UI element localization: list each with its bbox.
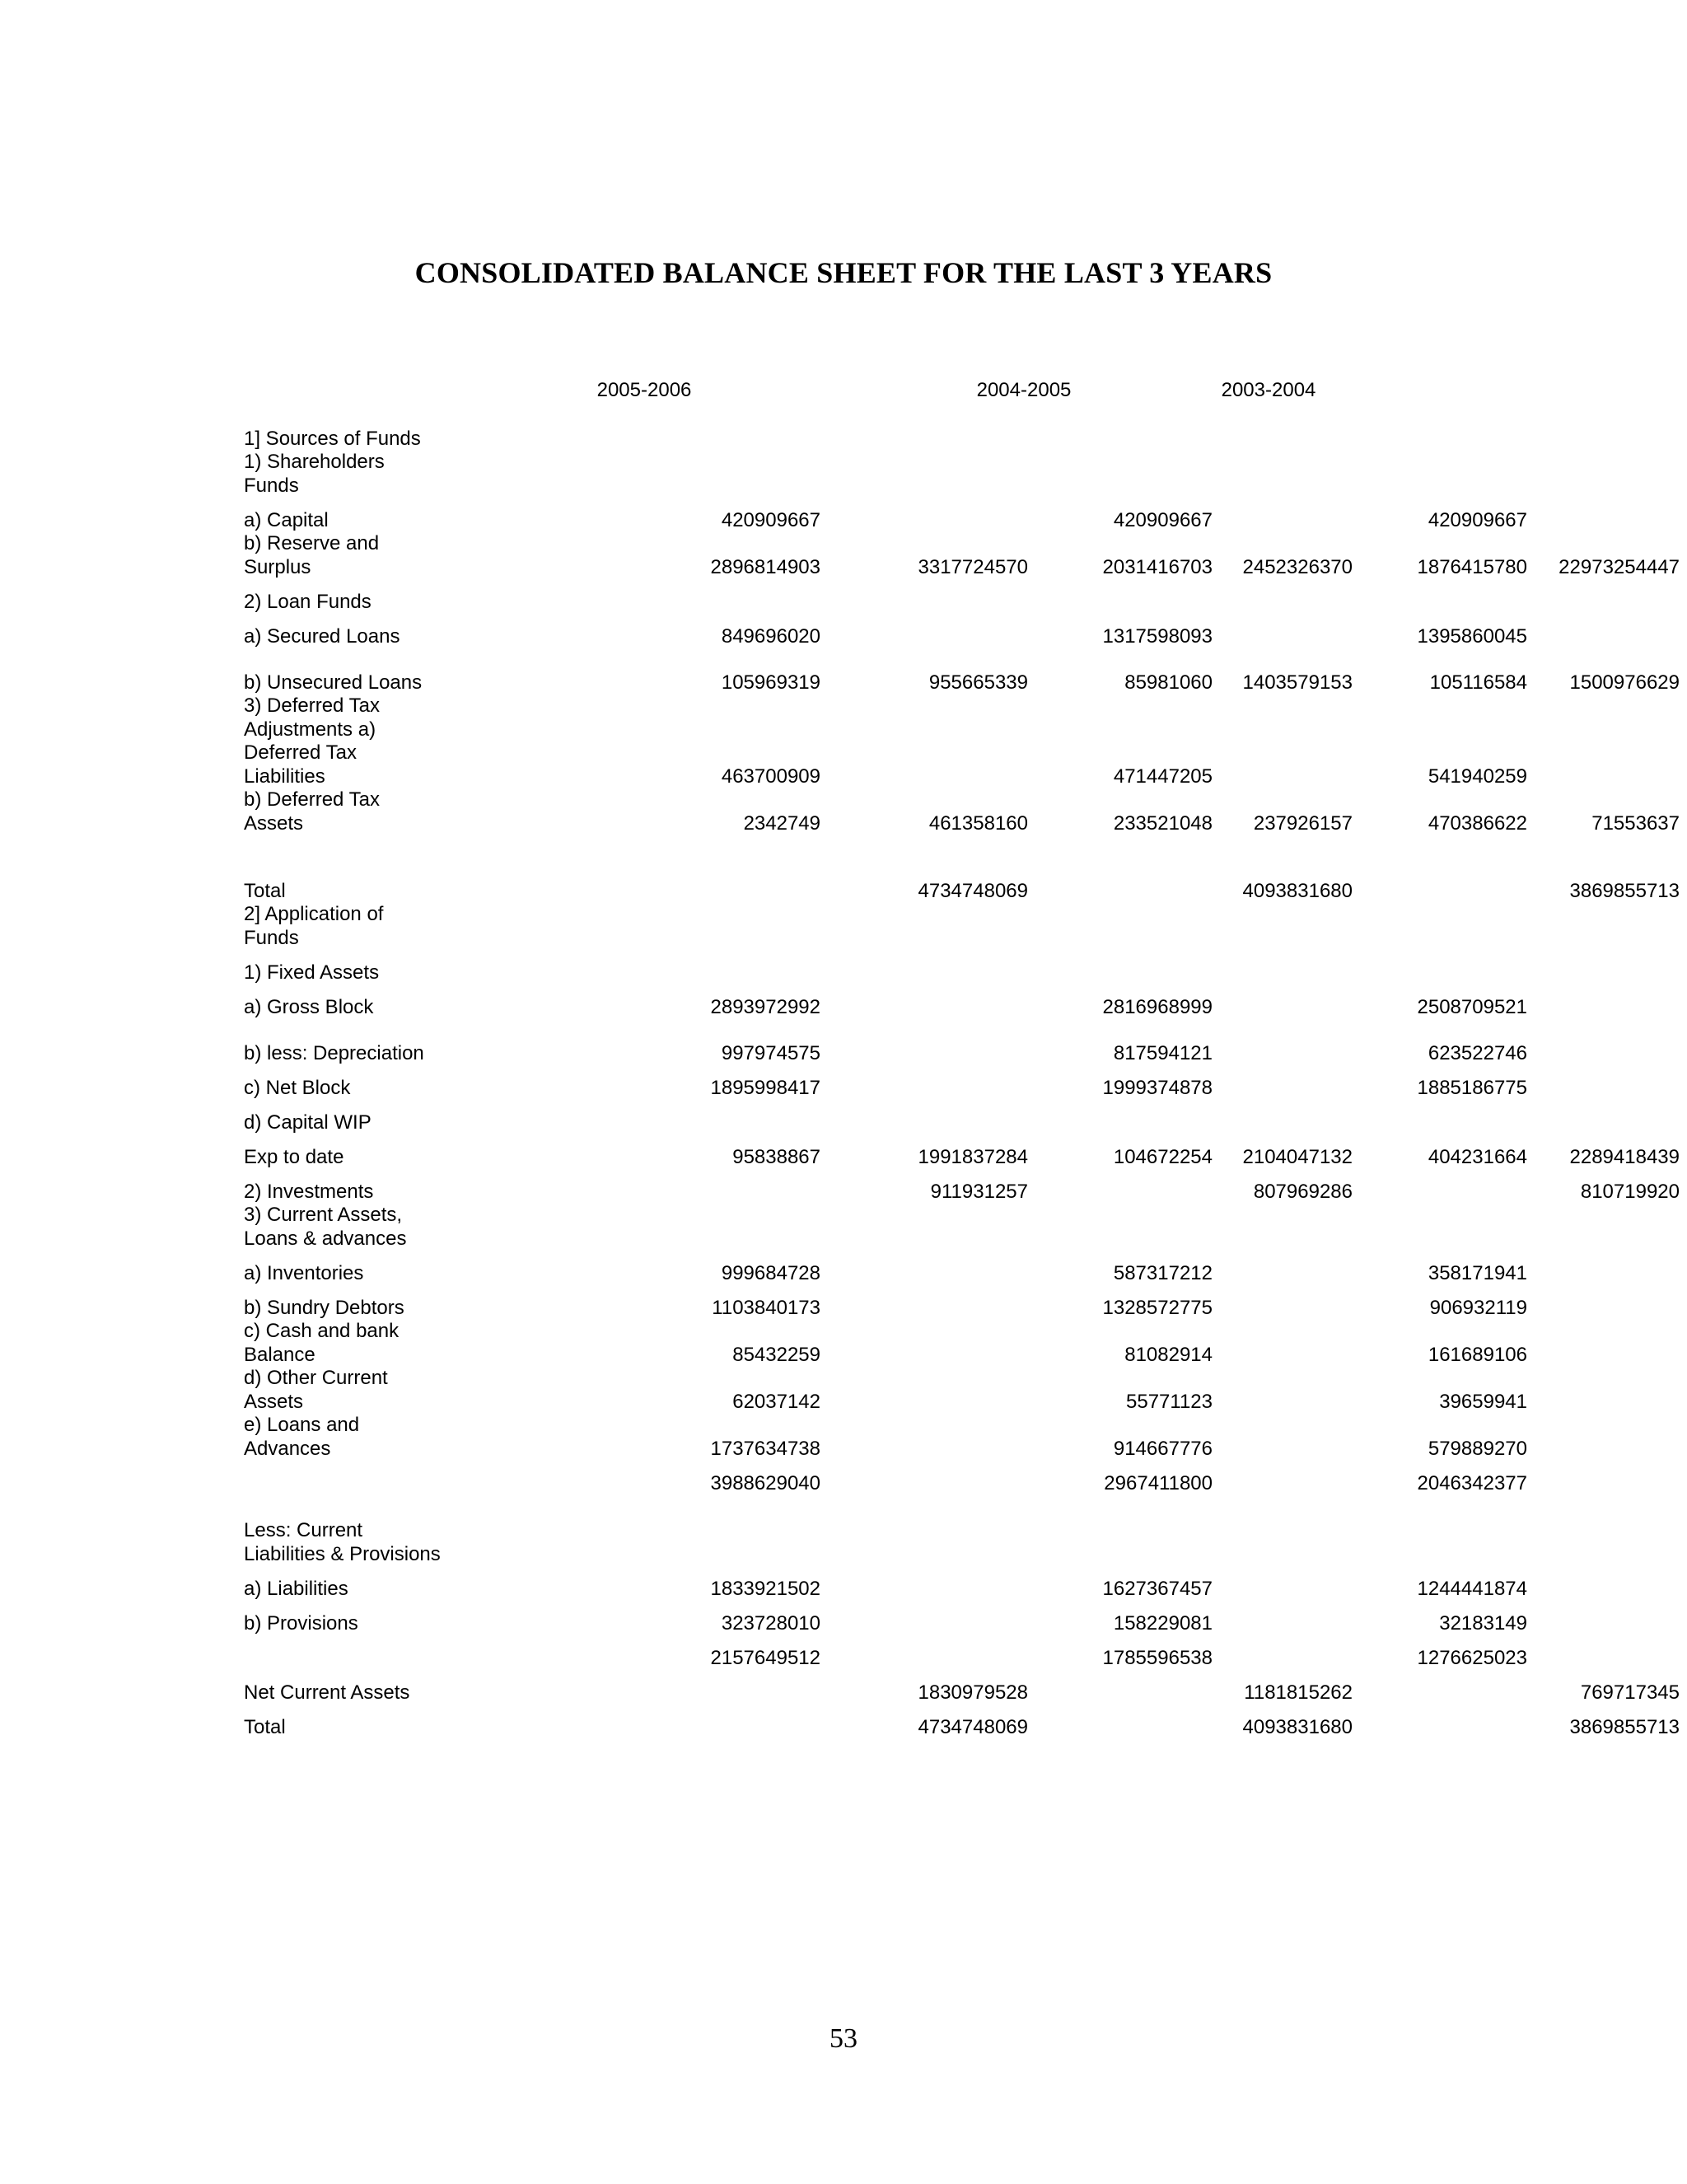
row-value: [442, 1495, 820, 1566]
row-value: [820, 984, 1028, 1019]
row-value: 2289418439: [1569, 1145, 1680, 1168]
row-value: 1785596538: [1102, 1646, 1213, 1669]
row-value: [442, 1204, 820, 1251]
year-2005-2006: 2005-2006: [596, 379, 692, 401]
row-value: [442, 579, 820, 614]
row-value: [820, 1601, 1028, 1635]
row-value: 4093831680: [1242, 1715, 1353, 1738]
row-value: [820, 1251, 1028, 1285]
row-value: [820, 1461, 1028, 1495]
row-value: [820, 1100, 1028, 1134]
row-value: [1213, 614, 1353, 648]
row-value: 39659941: [1439, 1390, 1527, 1413]
row-value: [442, 903, 820, 950]
row-value: [1353, 950, 1527, 984]
row-value: 623522746: [1428, 1041, 1527, 1064]
row-value: [1213, 1601, 1353, 1635]
row-value: 4734748069: [918, 879, 1028, 902]
row-label: a) Liabilities: [244, 1577, 348, 1600]
page-title: CONSOLIDATED BALANCE SHEET FOR THE LAST 3 YEARS: [414, 256, 1273, 289]
row-value: [1527, 984, 1680, 1019]
row-label: a) Secured Loans: [244, 624, 400, 648]
row-value: [1527, 1204, 1680, 1251]
row-value: [1527, 498, 1680, 532]
row-value: 237926157: [1253, 811, 1353, 835]
row-value: [1213, 1285, 1353, 1320]
row-value: [820, 402, 1028, 498]
table-row: [244, 532, 1680, 579]
row-value: 914667776: [1113, 1437, 1213, 1460]
row-label: e) Loans and Advances: [244, 1414, 360, 1460]
row-label: a) Capital: [244, 508, 329, 531]
row-value: [1028, 903, 1213, 950]
row-value: [820, 1367, 1028, 1414]
row-value: 1737634738: [710, 1437, 820, 1460]
row-label: b) Deferred Tax Assets: [244, 788, 380, 835]
row-label: [244, 1635, 442, 1670]
row-value: 81082914: [1124, 1343, 1213, 1366]
row-label: 2) Loan Funds: [244, 590, 372, 613]
row-value: [1527, 402, 1680, 498]
row-value: [820, 1320, 1028, 1367]
row-value: 2816968999: [1102, 995, 1213, 1018]
row-value: [1213, 1566, 1353, 1601]
row-value: 1181815262: [1244, 1681, 1353, 1704]
table-row: [244, 1065, 1680, 1100]
row-label: Exp to date: [244, 1145, 344, 1168]
row-value: [1353, 903, 1527, 950]
row-value: 22973254447: [1558, 555, 1680, 578]
row-value: 463700909: [721, 765, 820, 788]
row-value: [1527, 1251, 1680, 1285]
row-value: 4093831680: [1242, 879, 1353, 902]
row-value: [1527, 1100, 1680, 1134]
row-value: [1353, 1204, 1527, 1251]
row-value: 158229081: [1113, 1611, 1213, 1634]
row-value: [1527, 1495, 1680, 1566]
row-value: [1028, 1100, 1213, 1134]
row-value: 3869855713: [1569, 879, 1680, 902]
row-value: 471447205: [1113, 765, 1213, 788]
row-label: b) less: Depreciation: [244, 1041, 424, 1064]
row-value: 470386622: [1428, 811, 1527, 835]
row-value: 32183149: [1439, 1611, 1527, 1634]
row-value: [442, 835, 820, 903]
table-row: [244, 835, 1680, 903]
row-value: 62037142: [732, 1390, 820, 1413]
row-value: 1103840173: [712, 1296, 820, 1319]
table-row: [244, 1204, 1680, 1251]
row-value: [1213, 402, 1353, 498]
row-value: 105969319: [721, 671, 820, 694]
row-value: [1353, 402, 1527, 498]
row-value: 997974575: [721, 1041, 820, 1064]
row-label: b) Reserve and Surplus: [244, 532, 380, 578]
row-value: 1999374878: [1102, 1076, 1213, 1099]
table-row: [244, 1134, 1680, 1169]
year-header: [0, 379, 1687, 404]
row-value: 85432259: [732, 1343, 820, 1366]
row-value: 4734748069: [918, 1715, 1028, 1738]
row-value: 3988629040: [710, 1471, 820, 1494]
row-value: [1353, 1495, 1527, 1566]
row-value: 2452326370: [1242, 555, 1353, 578]
row-value: [1028, 950, 1213, 984]
row-label: a) Gross Block: [244, 995, 374, 1018]
row-value: [1028, 402, 1213, 498]
row-value: [1028, 1705, 1213, 1739]
table-row: [244, 1367, 1680, 1414]
row-value: [820, 950, 1028, 984]
row-value: [820, 1495, 1028, 1566]
row-label: 2] Application of Funds: [244, 903, 384, 949]
row-value: 579889270: [1428, 1437, 1527, 1460]
row-value: [1213, 694, 1353, 788]
year-2004-2005: 2004-2005: [976, 379, 1072, 401]
table-row: [244, 950, 1680, 984]
row-value: [820, 1019, 1028, 1065]
row-value: 2508709521: [1417, 995, 1527, 1018]
row-value: 461358160: [928, 811, 1028, 835]
row-label: 3) Current Assets, Loans & advances: [244, 1204, 407, 1250]
table-row: [244, 984, 1680, 1019]
row-value: 911931257: [930, 1180, 1028, 1203]
row-value: 955665339: [928, 671, 1028, 694]
row-value: [1213, 1414, 1353, 1461]
row-value: 1244441874: [1417, 1577, 1527, 1600]
row-value: [1028, 835, 1213, 903]
row-value: [1213, 1495, 1353, 1566]
row-value: [1213, 1019, 1353, 1065]
row-value: 810719920: [1580, 1180, 1680, 1203]
table-row: [244, 1635, 1680, 1670]
row-value: [1028, 1670, 1213, 1705]
row-label: 2) Investments: [244, 1180, 374, 1203]
row-value: 1833921502: [710, 1577, 820, 1600]
balance-sheet-table: [244, 402, 1680, 1739]
row-value: 2342749: [743, 811, 820, 835]
row-value: 71553637: [1591, 811, 1680, 835]
row-value: 3317724570: [918, 555, 1028, 578]
row-value: [1028, 1495, 1213, 1566]
row-value: [820, 694, 1028, 788]
row-value: 1885186775: [1417, 1076, 1527, 1099]
row-value: [820, 1566, 1028, 1601]
table-row: [244, 1169, 1680, 1204]
row-value: [1527, 1019, 1680, 1065]
row-value: [1353, 579, 1527, 614]
row-value: [1353, 1670, 1527, 1705]
row-value: [1527, 1320, 1680, 1367]
row-value: [1353, 1705, 1527, 1739]
row-value: [820, 903, 1028, 950]
row-value: [1213, 903, 1353, 950]
row-value: 1403579153: [1242, 671, 1353, 694]
row-value: [1213, 1251, 1353, 1285]
row-label: [244, 1461, 442, 1495]
table-row: [244, 1670, 1680, 1705]
row-value: 2046342377: [1417, 1471, 1527, 1494]
row-value: [1028, 579, 1213, 614]
table-row: [244, 903, 1680, 950]
row-label: b) Provisions: [244, 1611, 358, 1634]
row-label: c) Net Block: [244, 1076, 351, 1099]
row-value: [1527, 1414, 1680, 1461]
row-value: [1527, 1461, 1680, 1495]
row-value: [820, 498, 1028, 532]
row-value: 55771123: [1126, 1390, 1213, 1413]
row-value: [1213, 1635, 1353, 1670]
year-2003-2004: 2003-2004: [1221, 379, 1316, 401]
row-value: 2967411800: [1104, 1471, 1213, 1494]
row-value: 104672254: [1113, 1145, 1213, 1168]
row-value: [1213, 1320, 1353, 1367]
row-value: [1213, 950, 1353, 984]
row-value: [442, 402, 820, 498]
row-value: 999684728: [721, 1261, 820, 1284]
row-value: 1895998417: [710, 1076, 820, 1099]
table-row: [244, 1601, 1680, 1635]
row-value: [1527, 1635, 1680, 1670]
row-label: Net Current Assets: [244, 1681, 410, 1704]
row-value: 807969286: [1253, 1180, 1353, 1203]
row-value: 95838867: [732, 1145, 820, 1168]
row-label: Total: [244, 1715, 286, 1738]
row-value: 2893972992: [710, 995, 820, 1018]
row-value: [1527, 694, 1680, 788]
row-label: b) Unsecured Loans: [244, 671, 423, 694]
row-value: 1876415780: [1417, 555, 1527, 578]
row-value: [820, 1414, 1028, 1461]
row-label: c) Cash and bank Balance: [244, 1320, 400, 1366]
table-row: [244, 1495, 1680, 1566]
row-value: 420909667: [1113, 508, 1213, 531]
row-value: 817594121: [1113, 1041, 1213, 1064]
row-label: d) Capital WIP: [244, 1111, 372, 1134]
row-value: [1213, 579, 1353, 614]
table-row: [244, 648, 1680, 694]
row-value: 161689106: [1428, 1343, 1527, 1366]
row-value: [1353, 835, 1527, 903]
table-row: [244, 1285, 1680, 1320]
row-value: 1830979528: [918, 1681, 1028, 1704]
table-row: [244, 1320, 1680, 1367]
row-value: 1500976629: [1569, 671, 1680, 694]
table-row: [244, 1414, 1680, 1461]
row-value: [820, 614, 1028, 648]
row-value: [820, 579, 1028, 614]
row-value: [1527, 1566, 1680, 1601]
row-value: 420909667: [1428, 508, 1527, 531]
row-value: 358171941: [1428, 1261, 1527, 1284]
row-value: [1028, 1169, 1213, 1204]
row-value: 1328572775: [1102, 1296, 1213, 1319]
table-row: [244, 402, 1680, 498]
row-value: [1213, 1461, 1353, 1495]
row-value: [442, 950, 820, 984]
row-value: 541940259: [1428, 765, 1527, 788]
row-label: Less: Current Liabilities & Provisions: [244, 1519, 441, 1565]
row-label: Total: [244, 879, 286, 902]
table-row: [244, 1019, 1680, 1065]
row-value: [1527, 903, 1680, 950]
row-value: [442, 1705, 820, 1739]
row-value: 105116584: [1429, 671, 1527, 694]
row-label: b) Sundry Debtors: [244, 1296, 404, 1319]
table-row: [244, 694, 1680, 788]
row-label: a) Inventories: [244, 1261, 364, 1284]
row-value: [1213, 498, 1353, 532]
row-value: 3869855713: [1569, 1715, 1680, 1738]
row-value: [442, 1670, 820, 1705]
row-value: 849696020: [721, 624, 820, 648]
table-row: [244, 1461, 1680, 1495]
table-row: [244, 579, 1680, 614]
row-value: [442, 1169, 820, 1204]
row-value: 2104047132: [1242, 1145, 1353, 1168]
row-label: d) Other Current Assets: [244, 1367, 388, 1413]
table-row: [244, 1251, 1680, 1285]
table-row: [244, 1705, 1680, 1739]
page-number: 53: [829, 2023, 858, 2054]
row-label: 1] Sources of Funds 1) Shareholders Funds: [244, 427, 421, 497]
row-value: [1213, 1204, 1353, 1251]
row-value: [1353, 1169, 1527, 1204]
table-row: [244, 498, 1680, 532]
row-value: 1276625023: [1417, 1646, 1527, 1669]
table-row: [244, 1566, 1680, 1601]
table-row: [244, 1100, 1680, 1134]
row-value: [1527, 1285, 1680, 1320]
row-value: 420909667: [721, 508, 820, 531]
row-value: [1527, 579, 1680, 614]
row-value: [1527, 614, 1680, 648]
row-value: 906932119: [1429, 1296, 1527, 1319]
row-value: 85981060: [1124, 671, 1213, 694]
row-value: [1213, 984, 1353, 1019]
row-value: 404231664: [1428, 1145, 1527, 1168]
row-value: 233521048: [1113, 811, 1213, 835]
row-value: 1627367457: [1102, 1577, 1213, 1600]
table-row: [244, 614, 1680, 648]
row-value: 2157649512: [710, 1646, 820, 1669]
row-value: 2031416703: [1102, 555, 1213, 578]
row-value: 1991837284: [918, 1145, 1028, 1168]
row-value: [820, 1285, 1028, 1320]
row-value: [1213, 1367, 1353, 1414]
row-value: [1028, 1204, 1213, 1251]
row-value: [1213, 1100, 1353, 1134]
row-value: 587317212: [1113, 1261, 1213, 1284]
row-value: 2896814903: [710, 555, 820, 578]
row-value: [1213, 1065, 1353, 1100]
row-value: 1395860045: [1417, 624, 1527, 648]
row-label: 1) Fixed Assets: [244, 961, 380, 984]
row-label: 3) Deferred Tax Adjustments a) Deferred Tax Liabilities: [244, 694, 380, 788]
row-value: [1527, 950, 1680, 984]
row-value: 323728010: [721, 1611, 820, 1634]
row-value: [1527, 1601, 1680, 1635]
row-value: [442, 1100, 820, 1134]
row-value: [820, 1635, 1028, 1670]
row-value: [1353, 1100, 1527, 1134]
row-value: [1527, 1367, 1680, 1414]
row-value: [820, 1204, 1028, 1251]
row-value: 1317598093: [1102, 624, 1213, 648]
row-value: [820, 1065, 1028, 1100]
row-value: 769717345: [1580, 1681, 1680, 1704]
table-row: [244, 788, 1680, 835]
row-value: [1527, 1065, 1680, 1100]
